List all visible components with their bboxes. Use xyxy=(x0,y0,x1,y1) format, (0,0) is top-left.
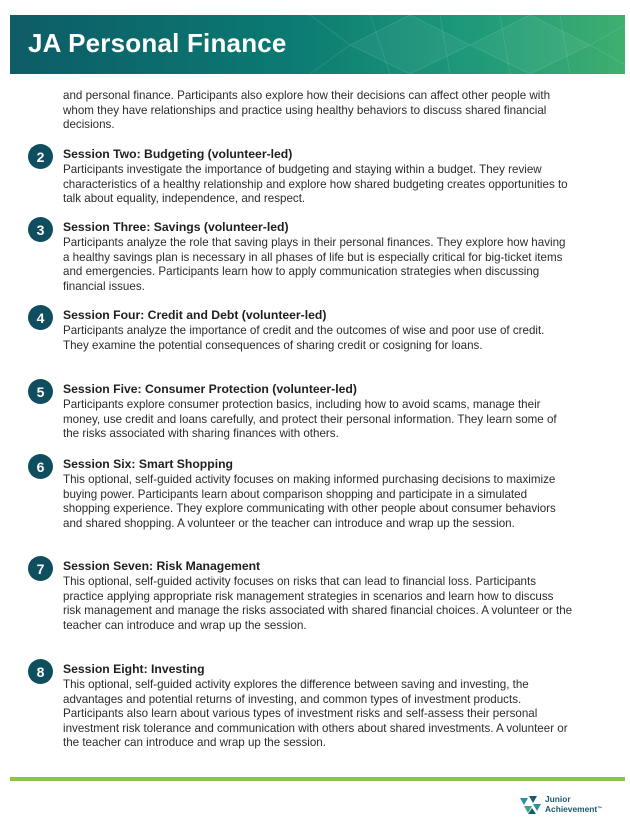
session-title: Session Four: Credit and Debt (volunteer-led) xyxy=(63,308,327,322)
session-title: Session Two: Budgeting (volunteer-led) xyxy=(63,147,293,161)
logo-line2: Achievement xyxy=(545,803,598,814)
page-header xyxy=(10,15,625,74)
session-number-badge: 2 xyxy=(28,144,53,169)
session-number-badge: 5 xyxy=(28,379,53,404)
session-number-badge: 8 xyxy=(28,659,53,684)
session-title: Session Seven: Risk Management xyxy=(63,559,261,573)
session-description: Participants analyze the role that saving plays in their personal finances. They explore how having a healthy savings plan is necessary in all phases of life but is especially critical for big-ticket items and emergencies. Participants learn how to apply communication strategies when discussing financial issues. xyxy=(63,236,566,293)
session-description: Participants analyze the importance of credit and the outcomes of wise and poor use of credit. They examine the potential consequences of sharing credit or cosigning for loans. xyxy=(63,324,545,352)
session-description: This optional, self-guided activity focuses on making informed purchasing decisions to maximize buying power. Participants learn about comparison shopping and participate in a simulated shopping experience. They explore communicating with other people about consumer behaviors and shared shopping. A volunteer or the teacher can introduce and wrap up the session. xyxy=(63,473,556,530)
logo-trademark: ™ xyxy=(597,805,603,812)
session-title: Session Three: Savings (volunteer-led) xyxy=(63,220,289,234)
footer-divider xyxy=(10,777,625,781)
session-number-badge: 7 xyxy=(28,556,53,581)
page-title: JA Personal Finance xyxy=(28,28,287,58)
session-description: This optional, self-guided activity focuses on risks that can lead to financial loss. Participants practice applying appropriate risk management strategies in scenarios and learn how to discuss risk management and manage the risks associated with shared financial choices. A volunteer or the teacher can introduce and wrap up the session. xyxy=(63,575,573,632)
session-description: Participants explore consumer protection basics, including how to avoid scams, manage their money, use credit and loans carefully, and protect their personal information. They learn some of the risks associated with sharing finances with others. xyxy=(63,398,557,441)
session-number-badge: 4 xyxy=(28,305,53,330)
session-title: Session Five: Consumer Protection (volunteer-led) xyxy=(63,382,357,396)
session-description: Participants investigate the importance of budgeting and staying within a budget. They review characteristics of a healthy relationship and explore how shared budgeting creates opportunities to talk about equality, independence, and respect. xyxy=(63,163,568,206)
session-description: This optional, self-guided activity explores the difference between saving and investing, the advantages and potential returns of investing, and common types of investment products. Participants also learn about various types of investment risks and self-assess their personal investment risk tolerance and communication with others about shared investments. A volunteer or the teacher can introduce and wrap up the session. xyxy=(63,678,568,750)
logo-text xyxy=(545,795,602,814)
session-number-badge: 6 xyxy=(28,454,53,479)
logo-line1: Junior xyxy=(545,794,571,804)
session-number-badge: 3 xyxy=(28,217,53,242)
intro-text: and personal finance. Participants also explore how their decisions can affect other people with whom they have relationships and practice using healthy behaviors to discuss shared financial decisions. xyxy=(63,89,551,132)
ja-triangles-icon xyxy=(518,794,542,818)
junior-achievement-logo xyxy=(518,793,618,819)
session-title: Session Six: Smart Shopping xyxy=(63,457,233,471)
session-title: Session Eight: Investing xyxy=(63,662,205,676)
